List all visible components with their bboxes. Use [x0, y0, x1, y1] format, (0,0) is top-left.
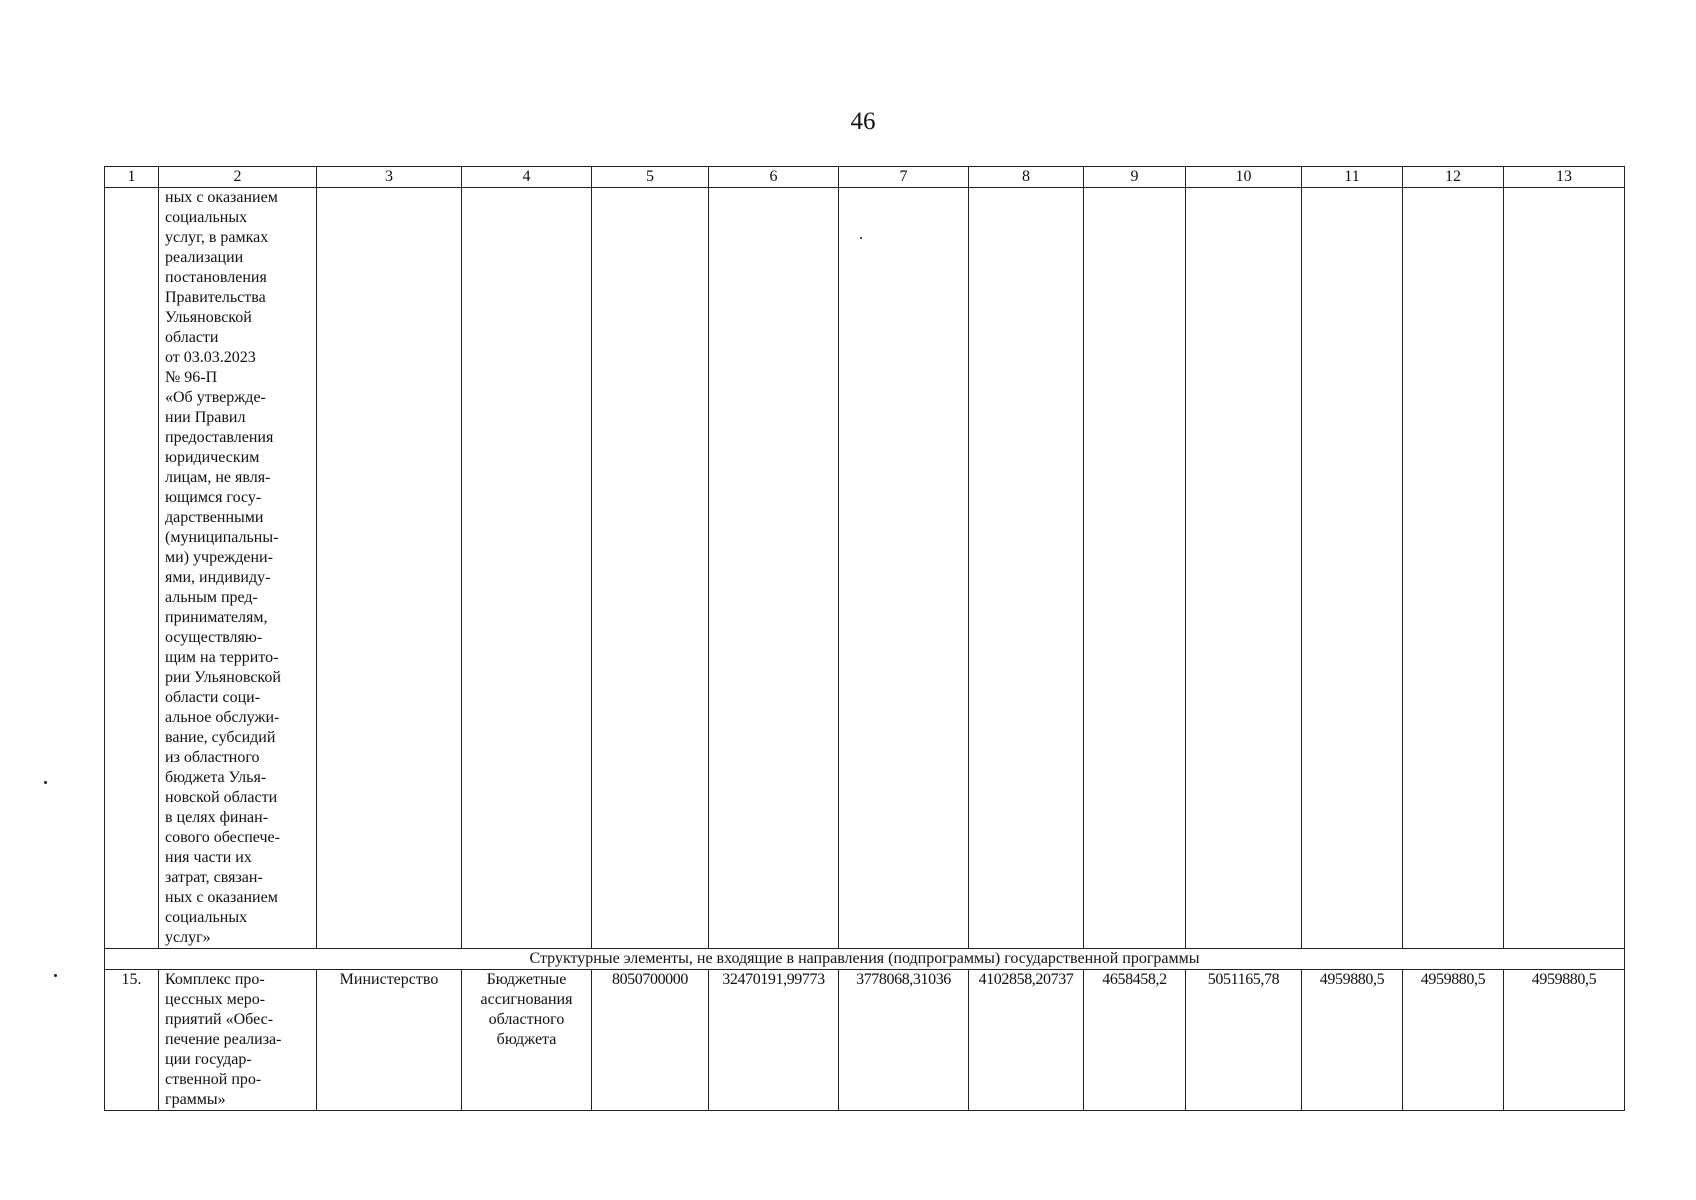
empty-cell — [969, 188, 1084, 949]
empty-cell — [317, 188, 462, 949]
funding-source-cell: Бюджетные ассигнования областного бюджета — [462, 970, 592, 1111]
empty-cell — [1403, 188, 1504, 949]
empty-cell — [709, 188, 839, 949]
column-number-row — [105, 167, 1625, 188]
table-row — [105, 188, 1625, 949]
column-header: 3 — [317, 167, 462, 188]
empty-cell — [1186, 188, 1302, 949]
column-header: 1 — [105, 167, 159, 188]
budget-table — [104, 166, 1625, 1111]
value-cell: 4959880,5 — [1302, 970, 1403, 1111]
scan-speck — [860, 237, 862, 239]
scan-speck — [54, 974, 57, 977]
page-number: 46 — [850, 108, 876, 135]
budget-code-cell: 8050700000 — [592, 970, 709, 1111]
measure-name-cell: ных с оказанием социальных услуг, в рамках реализации постановления Правительства Ульяновской области от 03.03.2023 № 96-П «Об утвержде- нии Правил предоставления юридическим лицам, не явля- ющимся госу- дарственными (муниципальны- ми) учреждени- ями, индивиду- альным пред- принимателям, осуществляю- щим на террито- рии Ульяновской области соци- альное обслужи- вание, субсидий из областного бюджета Улья- новской области в целях финан- сового обеспече- ния части их затрат, связан- ных с оказанием социальных услуг» — [159, 188, 317, 949]
empty-cell — [462, 188, 592, 949]
executor-cell: Министерство — [317, 970, 462, 1111]
row-number-cell — [105, 188, 159, 949]
value-cell: 4959880,5 — [1504, 970, 1625, 1111]
column-header: 9 — [1084, 167, 1186, 188]
empty-cell — [592, 188, 709, 949]
column-header: 11 — [1302, 167, 1403, 188]
empty-cell — [1504, 188, 1625, 949]
section-header-row — [105, 949, 1625, 970]
empty-cell — [839, 188, 969, 949]
column-header: 10 — [1186, 167, 1302, 188]
column-header: 2 — [159, 167, 317, 188]
section-title: Структурные элементы, не входящие в направления (подпрограммы) государственной программы — [105, 949, 1625, 970]
value-cell: 3778068,31036 — [839, 970, 969, 1111]
column-header: 13 — [1504, 167, 1625, 188]
value-cell: 4959880,5 — [1403, 970, 1504, 1111]
table-row — [105, 970, 1625, 1111]
value-cell: 32470191,99773 — [709, 970, 839, 1111]
empty-cell — [1084, 188, 1186, 949]
value-cell: 4102858,20737 — [969, 970, 1084, 1111]
column-header: 7 — [839, 167, 969, 188]
column-header: 4 — [462, 167, 592, 188]
column-header: 6 — [709, 167, 839, 188]
row-number-cell: 15. — [105, 970, 159, 1111]
value-cell: 5051165,78 — [1186, 970, 1302, 1111]
column-header: 8 — [969, 167, 1084, 188]
value-cell: 4658458,2 — [1084, 970, 1186, 1111]
column-header: 5 — [592, 167, 709, 188]
empty-cell — [1302, 188, 1403, 949]
measure-name-cell: Комплекс про- цессных меро- приятий «Обес- печение реализа- ции государ- ственной про- граммы» — [159, 970, 317, 1111]
column-header: 12 — [1403, 167, 1504, 188]
scan-speck — [44, 781, 47, 784]
